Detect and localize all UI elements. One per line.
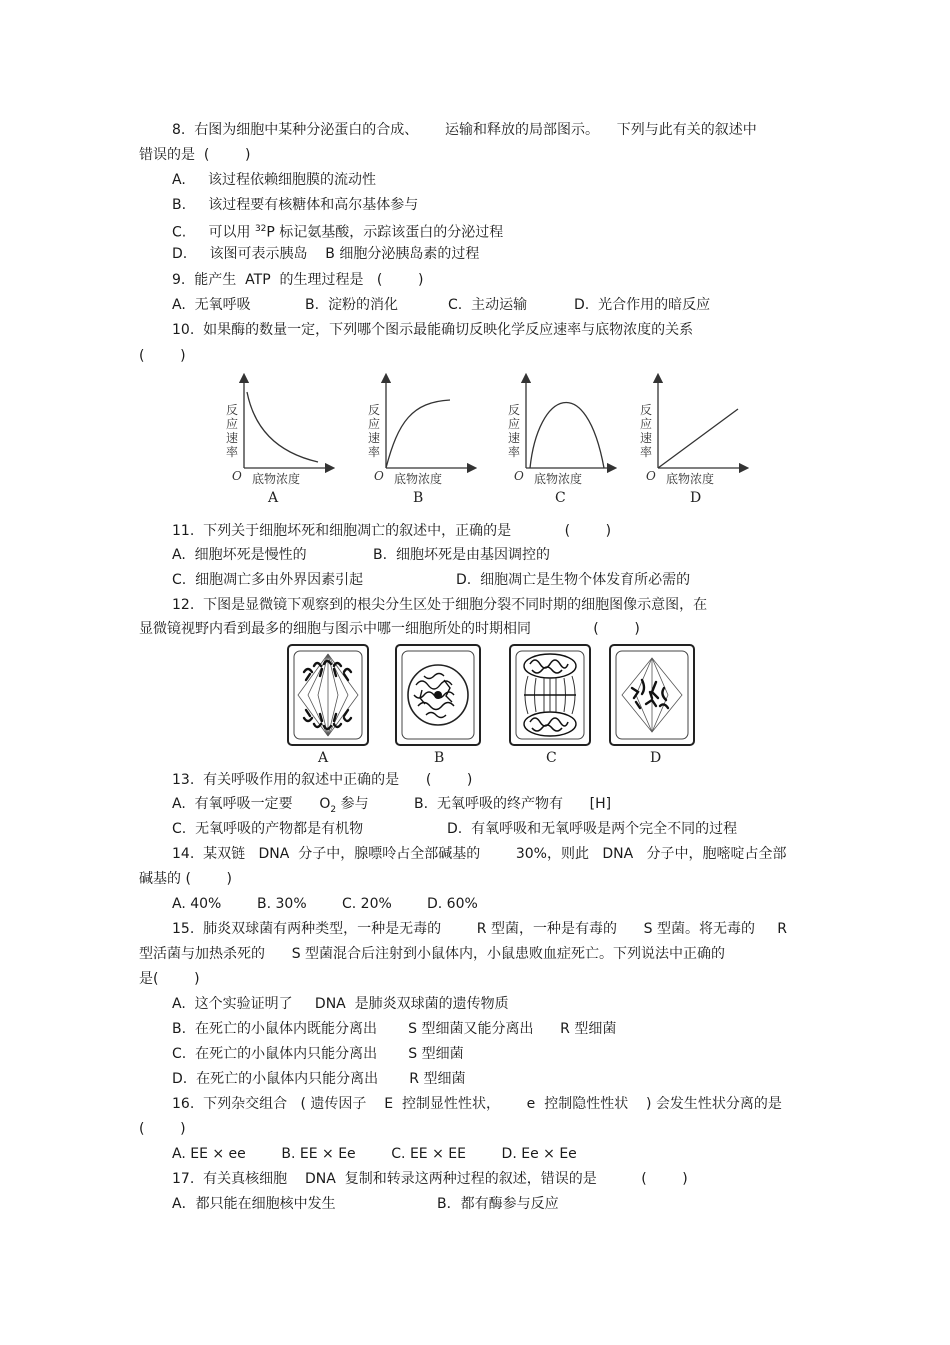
- q14-stem-line1: 14. 某双链 DNA 分子中，腺嘌呤占全部碱基的 30%，则此 DNA 分子中，胞嘧啶占全部: [172, 846, 787, 862]
- q15-stem-line2: 型活菌与加热杀死的 S 型菌混合后注射到小鼠体内，小鼠患败血症死亡。下列说法中正确的: [139, 946, 726, 962]
- q12-cell-d-caption: D: [650, 750, 662, 766]
- q10-graph-c-ylabel-1: 反: [508, 403, 521, 417]
- q10-graph-a-caption: A: [268, 490, 279, 506]
- q8-option-a: A. 该过程依赖细胞膜的流动性: [172, 172, 377, 188]
- q14-option-a: A. 40%: [172, 896, 222, 912]
- q10-graph-d-origin: O: [646, 469, 656, 483]
- q10-graph-c-ylabel-2: 应: [508, 417, 521, 431]
- q12-cell-a-spindle: [298, 654, 358, 736]
- q10-graph-d-ylabel-3: 速: [640, 431, 653, 445]
- q12-cell-c-top-nucleus: [524, 654, 576, 678]
- q10-graph-b-caption: B: [413, 490, 424, 506]
- q10-graph-d-line: [658, 409, 738, 468]
- q10-graph-a-ylabel-2: 应: [226, 417, 239, 431]
- q11-option-d: D. 细胞凋亡是生物个体发育所必需的: [456, 572, 691, 588]
- q9-option-c: C. 主动运输: [448, 297, 528, 313]
- q17-option-a: A．都只能在细胞核中发生: [172, 1196, 336, 1212]
- q11-option-c: C. 细胞凋亡多由外界因素引起: [172, 572, 364, 588]
- q15-stem-line3: 是( ): [139, 971, 200, 987]
- q12-cell-d: [610, 645, 694, 766]
- q12-cell-b: [396, 645, 480, 766]
- q10-graphs-figure: [220, 372, 760, 508]
- q15-option-a: A. 这个实验证明了 DNA 是肺炎双球菌的遗传物质: [172, 996, 509, 1012]
- q10-graph-c-xlabel: 底物浓度: [534, 472, 583, 486]
- q8-option-c-post: P 标记氨基酸，示踪该蛋白的分泌过程: [266, 224, 504, 241]
- q10-graph-d-ylabel-2: 应: [640, 417, 653, 431]
- q12-cell-b-nucleolus: [434, 691, 442, 699]
- q11-option-b: B. 细胞坏死是由基因调控的: [373, 547, 550, 563]
- q10-graph-b-ylabel-3: 速: [368, 431, 381, 445]
- q8-option-d: D. 该图可表示胰岛 B 细胞分泌胰岛素的过程: [172, 246, 480, 262]
- q14-option-b: B. 30%: [257, 896, 307, 912]
- q10-graph-c-ylabel-4: 率: [508, 445, 521, 459]
- q13-stem: 13. 有关呼吸作用的叙述中正确的是 ( ): [172, 772, 473, 788]
- q12-cell-c-bottom-nucleus: [524, 712, 576, 736]
- q10-graph-a-curve: [247, 392, 318, 462]
- q10-graph-b-ylabel-2: 应: [368, 417, 381, 431]
- q10-graph-a-ylabel-3: 速: [226, 431, 239, 445]
- q10-graph-b-ylabel-4: 率: [368, 445, 381, 459]
- q10-graph-b: [368, 378, 472, 506]
- q12-cell-c: [510, 645, 590, 766]
- q12-cell-a-chromosomes: [304, 661, 351, 729]
- q9-option-d: D. 光合作用的暗反应: [574, 297, 711, 313]
- q10-graph-d-caption: D: [690, 490, 702, 506]
- q8-option-c-pre: C. 可以用: [172, 224, 255, 241]
- q12-cell-d-chromosomes: [632, 680, 668, 708]
- q10-stem-line2: ( ): [139, 348, 186, 364]
- q10-graph-d-ylabel-4: 率: [640, 445, 653, 459]
- q9-option-b: B. 淀粉的消化: [305, 297, 398, 313]
- q14-option-c: C. 20%: [342, 896, 392, 912]
- q15-option-c: C. 在死亡的小鼠体内只能分离出 S 型细菌: [172, 1046, 464, 1062]
- q10-graph-a-ylabel-1: 反: [226, 403, 239, 417]
- q10-graph-c-origin: O: [514, 469, 524, 483]
- q16-stem-line1: 16. 下列杂交组合 ( 遗传因子 E 控制显性性状， e 控制隐性性状 ) 会发生性状分离的是: [172, 1096, 782, 1112]
- q13-option-a: [172, 795, 369, 819]
- q14-option-d: D. 60%: [427, 896, 478, 912]
- q10-graph-a: [226, 378, 330, 506]
- q10-graph-c-caption: C: [555, 490, 566, 506]
- q8-option-c: [172, 220, 503, 242]
- q15-stem-line1: 15. 肺炎双球菌有两种类型，一种是无毒的 R 型菌，一种是有毒的 S 型菌。将无毒的 R: [172, 921, 787, 937]
- q11-stem: 11. 下列关于细胞坏死和细胞凋亡的叙述中，正确的是 ( ): [172, 523, 612, 539]
- q13-option-a-pre: A. 有氧呼吸一定要 O: [172, 796, 331, 812]
- q10-graph-b-curve: [386, 400, 450, 468]
- q10-graph-d-ylabel-1: 反: [640, 403, 653, 417]
- q13-option-a-post: 参与: [336, 796, 369, 812]
- q13-option-c: C. 无氧呼吸的产物都是有机物: [172, 821, 364, 837]
- q17-option-b: B．都有酶参与反应: [437, 1196, 559, 1212]
- q10-graph-b-xlabel: 底物浓度: [394, 472, 443, 486]
- q9-stem: 9. 能产生 ATP 的生理过程是 ( ): [172, 272, 424, 288]
- q17-stem: 17. 有关真核细胞 DNA 复制和转录这两种过程的叙述，错误的是 ( ): [172, 1171, 688, 1187]
- q11-option-a: A. 细胞坏死是慢性的: [172, 547, 307, 563]
- q10-graph-a-xlabel: 底物浓度: [252, 472, 301, 486]
- q13-option-a-sub: 2: [330, 804, 337, 815]
- q13-option-d: D. 有氧呼吸和无氧呼吸是两个完全不同的过程: [447, 821, 738, 837]
- q10-graph-b-origin: O: [374, 469, 384, 483]
- q8-option-c-sup: 32: [254, 224, 267, 234]
- q12-cell-b-caption: B: [434, 750, 445, 766]
- q12-stem-line1: 12. 下图是显微镜下观察到的根尖分生区处于细胞分裂不同时期的细胞图像示意图，在: [172, 597, 708, 613]
- q10-graph-b-ylabel-1: 反: [368, 403, 381, 417]
- q10-graph-c: [508, 378, 612, 506]
- q8-stem-line1: 8. 右图为细胞中某种分泌蛋白的合成、 运输和释放的局部图示。 下列与此有关的叙述中: [172, 122, 757, 138]
- q13-option-b: B. 无氧呼吸的终产物有 [H]: [414, 796, 612, 812]
- q8-option-b: B. 该过程要有核糖体和高尔基体参与: [172, 197, 419, 213]
- q15-option-d: D. 在死亡的小鼠体内只能分离出 R 型细菌: [172, 1071, 466, 1087]
- q10-graph-a-origin: O: [232, 469, 242, 483]
- q10-graph-c-curve: [530, 402, 604, 468]
- q12-cell-b-chromatin: [414, 674, 454, 718]
- q16-options: A. EE × ee B. EE × Ee C. EE × EE D. Ee × Ee: [172, 1146, 577, 1162]
- q12-cell-a-caption: A: [318, 750, 329, 766]
- q10-graph-d: [640, 378, 744, 506]
- q16-stem-line2: ( ): [139, 1121, 186, 1137]
- q10-graph-a-ylabel-4: 率: [226, 445, 239, 459]
- q10-stem-line1: 10. 如果酶的数量一定，下列哪个图示最能确切反映化学反应速率与底物浓度的关系: [172, 322, 694, 338]
- q10-graph-d-xlabel: 底物浓度: [666, 472, 715, 486]
- q14-stem-line2: 碱基的 ( ): [139, 871, 232, 887]
- q12-cell-c-caption: C: [546, 750, 557, 766]
- q10-graph-c-ylabel-3: 速: [508, 431, 521, 445]
- q12-stem-line2: 显微镜视野内看到最多的细胞与图示中哪一细胞所处的时期相同 ( ): [139, 621, 640, 637]
- q8-stem-line2: 错误的是 ( ): [139, 147, 251, 163]
- q15-option-b: B. 在死亡的小鼠体内既能分离出 S 型细菌又能分离出 R 型细菌: [172, 1021, 617, 1037]
- q9-option-a: A. 无氧呼吸: [172, 297, 251, 313]
- q12-cell-a: [288, 645, 368, 766]
- q12-cells-figure: [284, 640, 700, 768]
